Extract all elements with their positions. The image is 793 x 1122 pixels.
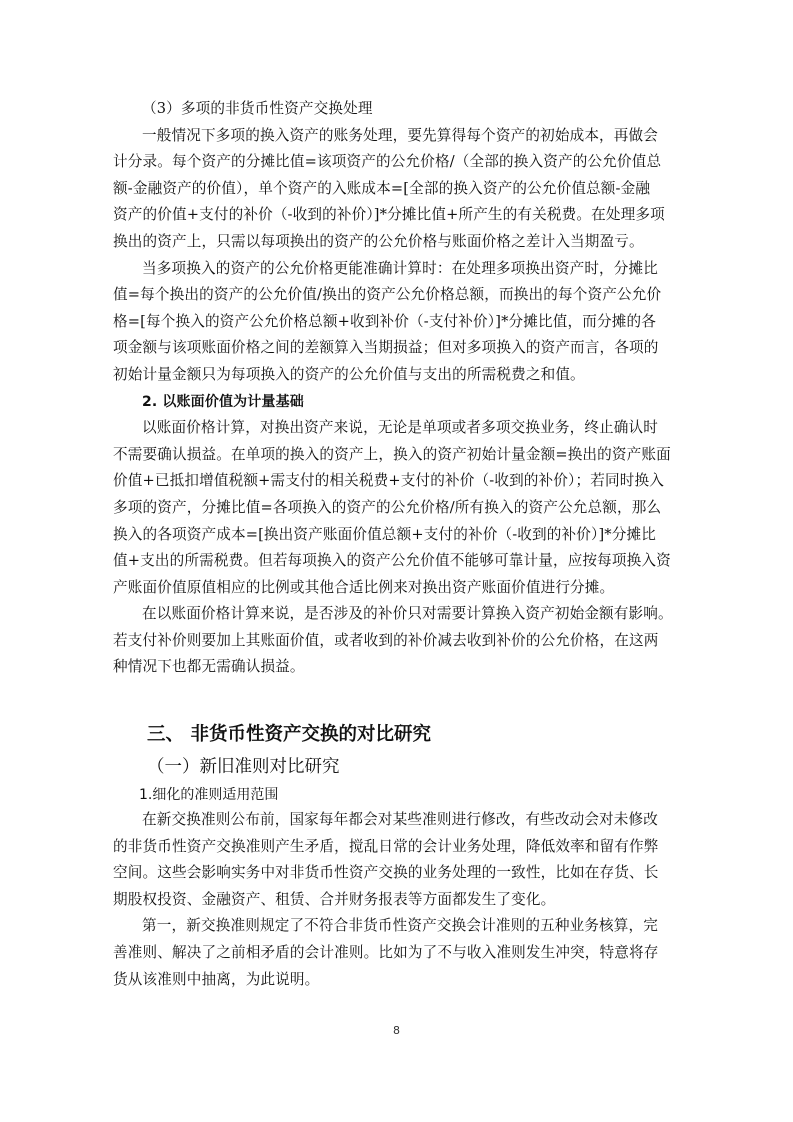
- text-line: 值+支出的所需税费。但若每项换入的资产公允价值不能够可靠计量，应按每项换入资: [113, 552, 671, 570]
- text-line: 不需要确认损益。在单项的换入的资产上，换入的资产初始计量金额=换出的资产账面: [113, 445, 671, 463]
- text-line: 计分录。每个资产的分摊比值=该项资产的公允价格/（全部的换入资产的公允价值总: [113, 153, 662, 171]
- text-line: 的非货币性资产交换准则产生矛盾，搅乱日常的会计业务处理，降低效率和留有作弊: [113, 837, 659, 855]
- text-line: 在以账面价格计算来说，是否涉及的补价只对需要计算换入资产初始金额有影响。: [142, 605, 673, 623]
- text-line: 空间。这些会影响实务中对非货币性资产交换的业务处理的一致性，比如在存货、长: [113, 864, 659, 882]
- text-line: 换出的资产上，只需以每项换出的资产的公允价格与账面价格之差计入当期盈亏。: [113, 232, 644, 250]
- text-line: 值=每个换出的资产的公允价值/换出的资产公允价格总额，而换出的每个资产公允价: [113, 286, 662, 304]
- text-line: 换入的各项资产成本=[换出资产账面价值总额+支付的补价（-收到的补价）]*分摊比: [113, 525, 656, 543]
- subsection-heading: （一）新旧准则对比研究: [147, 757, 340, 778]
- text-line: 若支付补价则要加上其账面价值，或者收到的补价减去收到补价的公允价格，在这两: [113, 631, 659, 649]
- text-line: 额-金融资产的价值），单个资产的入账成本=[全部的换入资产的公允价值总额-金融: [113, 179, 651, 197]
- paragraph: [113, 256, 693, 389]
- subsection-heading: （3）多项的非货币性资产交换处理: [142, 100, 373, 117]
- paragraph: [113, 807, 693, 913]
- text-line: 善准则、解决了之前相矛盾的会计准则。比如为了不与收入准则发生冲突，特意将存: [113, 944, 659, 962]
- text-line: 项金额与该项账面价格之间的差额算入当期损益；但对多项换入的资产而言，各项的: [113, 339, 659, 357]
- text-line: 货从该准则中抽离，为此说明。: [113, 970, 320, 988]
- text-line: 在新交换准则公布前，国家每年都会对某些准则进行修改，有些改动会对未修改: [142, 811, 659, 829]
- paragraph: [113, 913, 693, 993]
- text-line: 第一，新交换准则规定了不符合非货币性资产交换会计准则的五种业务核算，完: [142, 917, 659, 935]
- paragraph: [113, 415, 693, 601]
- document-body: [113, 96, 693, 993]
- text-line: 一般情况下多项的换入资产的账务处理，要先算得每个资产的初始成本，再做会: [142, 126, 659, 144]
- text-line: 当多项换入的资产的公允价格更能准确计算时：在处理多项换出资产时，分摊比: [142, 259, 659, 277]
- subsection-heading: 2. 以账面价值为计量基础: [142, 393, 304, 410]
- text-line: 多项的资产，分摊比值=各项换入的资产的公允价格/所有换入的资产公允总额，那么: [113, 498, 662, 516]
- section-heading: 三、 非货币性资产交换的对比研究: [147, 724, 431, 746]
- text-line: 初始计量金额只为每项换入的资产的公允价值与支出的所需税费之和值。: [113, 365, 585, 383]
- text-line: 种情况下也都无需确认损益。: [113, 658, 305, 676]
- page-number: 8: [393, 1024, 400, 1037]
- paragraph: [113, 123, 693, 256]
- text-line: 资产的价值+支付的补价（-收到的补价）]*分摊比值+所产生的有关税费。在处理多项: [113, 206, 665, 224]
- text-line: 期股权投资、金融资产、租赁、合并财务报表等方面都发生了变化。: [113, 890, 556, 908]
- item-heading: 1.细化的准则适用范围: [139, 787, 279, 804]
- paragraph: [113, 601, 693, 681]
- text-line: 价值+已抵扣增值税额+需支付的相关税费+支付的补价（-收到的补价）；若同时换入: [113, 472, 664, 490]
- text-line: 以账面价格计算，对换出资产来说，无论是单项或者多项交换业务，终止确认时: [142, 419, 659, 437]
- text-line: 格=[每个换入的资产公允价格总额+收到补价（-支付补价）]*分摊比值，而分摊的各: [113, 312, 656, 330]
- text-line: 产账面价值原值相应的比例或其他合适比例来对换出资产账面价值进行分摊。: [113, 578, 615, 596]
